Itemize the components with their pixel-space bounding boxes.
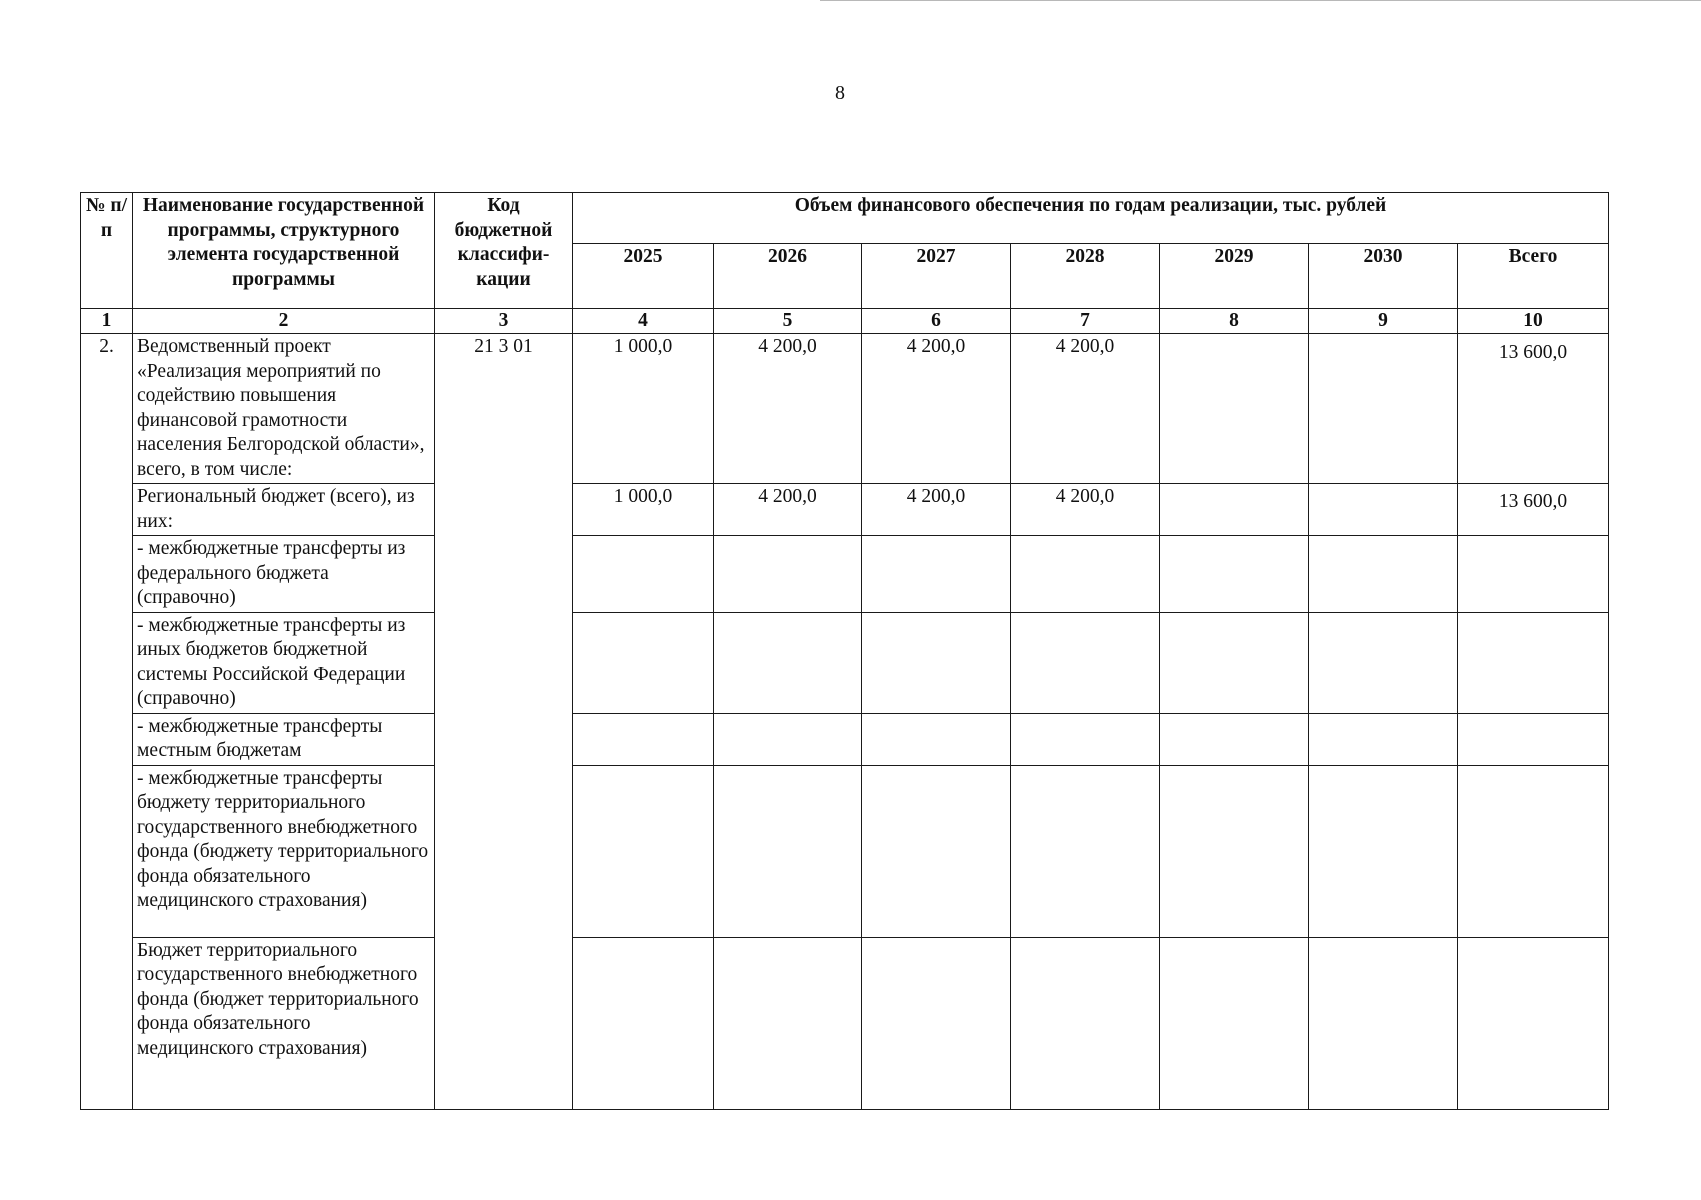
row-name: - межбюджетные трансферты бюджету территориального государственного внебюджетного фонда (бюджету территориального фонда обязательного медицинского страхования)	[133, 765, 435, 937]
header-row	[81, 193, 1609, 244]
column-number-row	[81, 309, 1609, 334]
year-header: 2030	[1309, 244, 1458, 309]
header-volume: Объем финансового обеспечения по годам реализации, тыс. рублей	[573, 193, 1609, 244]
value-cell: 4 200,0	[1011, 484, 1160, 536]
table-row	[81, 334, 1609, 484]
column-number: 8	[1160, 309, 1309, 334]
value-cell	[1011, 765, 1160, 937]
column-number: 1	[81, 309, 133, 334]
value-cell	[714, 765, 862, 937]
header-code: Код бюджетной классифи-кации	[435, 193, 573, 309]
column-number: 6	[862, 309, 1011, 334]
value-cell	[1160, 937, 1309, 1109]
row-name: - межбюджетные трансферты из иных бюджетов бюджетной системы Российской Федерации (справочно)	[133, 612, 435, 713]
value-cell	[1160, 484, 1309, 536]
row-number: 2.	[81, 334, 133, 1110]
total-cell	[1458, 536, 1609, 613]
value-cell	[1011, 937, 1160, 1109]
table-row	[81, 765, 1609, 937]
value-cell: 4 200,0	[862, 484, 1011, 536]
value-cell	[1309, 536, 1458, 613]
value-cell	[573, 536, 714, 613]
total-cell	[1458, 612, 1609, 713]
value-cell	[1309, 713, 1458, 765]
value-cell	[1309, 765, 1458, 937]
value-cell: 1 000,0	[573, 484, 714, 536]
value-cell	[1160, 536, 1309, 613]
column-number: 5	[714, 309, 862, 334]
value-cell	[714, 713, 862, 765]
table-row	[81, 536, 1609, 613]
table-row	[81, 713, 1609, 765]
value-cell	[1160, 713, 1309, 765]
year-header: 2026	[714, 244, 862, 309]
value-cell	[573, 937, 714, 1109]
value-cell	[862, 713, 1011, 765]
column-number: 4	[573, 309, 714, 334]
total-cell	[1458, 713, 1609, 765]
value-cell	[714, 937, 862, 1109]
table-row	[81, 937, 1609, 1109]
row-name: Региональный бюджет (всего), из них:	[133, 484, 435, 536]
value-cell	[862, 536, 1011, 613]
row-name: - межбюджетные трансферты местным бюджетам	[133, 713, 435, 765]
value-cell	[1011, 536, 1160, 613]
value-cell	[1011, 612, 1160, 713]
value-cell	[573, 713, 714, 765]
value-cell: 4 200,0	[1011, 334, 1160, 484]
value-cell	[1309, 937, 1458, 1109]
value-cell	[714, 536, 862, 613]
year-header: 2027	[862, 244, 1011, 309]
year-header: 2029	[1160, 244, 1309, 309]
value-cell	[714, 612, 862, 713]
value-cell	[1160, 765, 1309, 937]
total-cell: 13 600,0	[1458, 484, 1609, 536]
row-name: - межбюджетные трансферты из федерального бюджета (справочно)	[133, 536, 435, 613]
value-cell: 4 200,0	[714, 334, 862, 484]
value-cell	[573, 612, 714, 713]
top-scan-rule	[820, 0, 1701, 1]
value-cell	[573, 765, 714, 937]
value-cell	[1309, 484, 1458, 536]
header-number: № п/п	[81, 193, 133, 309]
value-cell	[1011, 713, 1160, 765]
value-cell	[1309, 612, 1458, 713]
column-number: 7	[1011, 309, 1160, 334]
value-cell	[1309, 334, 1458, 484]
value-cell	[862, 612, 1011, 713]
value-cell: 4 200,0	[714, 484, 862, 536]
year-header: 2025	[573, 244, 714, 309]
table-row	[81, 612, 1609, 713]
budget-table	[80, 192, 1609, 1110]
row-name: Ведомственный проект «Реализация мероприятий по содействию повышения финансовой грамотности населения Белгородской области», всего, в том числе:	[133, 334, 435, 484]
value-cell	[862, 765, 1011, 937]
value-cell	[862, 937, 1011, 1109]
table-row	[81, 484, 1609, 536]
total-cell	[1458, 765, 1609, 937]
value-cell	[1160, 334, 1309, 484]
column-number: 2	[133, 309, 435, 334]
row-name: Бюджет территориального государственного внебюджетного фонда (бюджет территориального фонда обязательного медицинского страхования)	[133, 937, 435, 1109]
year-header: 2028	[1011, 244, 1160, 309]
column-number: 10	[1458, 309, 1609, 334]
value-cell	[1160, 612, 1309, 713]
header-name: Наименование государственной программы, структурного элемента государственной программы	[133, 193, 435, 309]
total-cell	[1458, 937, 1609, 1109]
column-number: 9	[1309, 309, 1458, 334]
total-cell: 13 600,0	[1458, 334, 1609, 484]
value-cell: 4 200,0	[862, 334, 1011, 484]
value-cell: 1 000,0	[573, 334, 714, 484]
total-header: Всего	[1458, 244, 1609, 309]
page-number: 8	[835, 82, 845, 104]
column-number: 3	[435, 309, 573, 334]
budget-code: 21 3 01	[435, 334, 573, 1110]
